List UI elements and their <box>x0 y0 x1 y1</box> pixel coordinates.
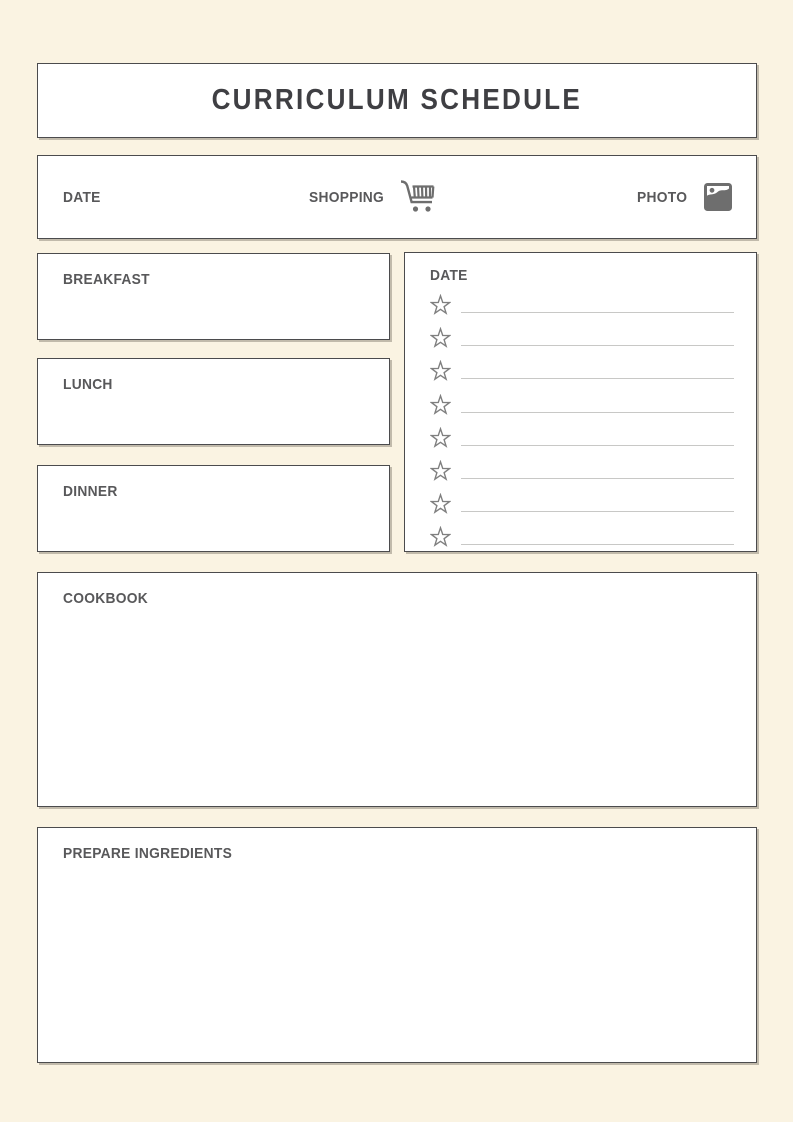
checklist-row <box>430 493 734 514</box>
checklist-row <box>430 526 734 547</box>
photo-group <box>637 183 732 211</box>
shopping-label: SHOPPING <box>309 188 385 206</box>
star-icon <box>430 394 451 415</box>
star-icon <box>430 427 451 448</box>
lunch-section <box>37 358 390 445</box>
title-box <box>37 63 757 138</box>
prepare-ingredients-label: PREPARE INGREDIENTS <box>63 845 233 862</box>
checklist-row <box>430 327 734 348</box>
cookbook-label: COOKBOOK <box>63 590 149 607</box>
shopping-cart-icon <box>399 177 437 214</box>
write-in-line <box>461 445 734 446</box>
checklist-rows <box>430 294 734 547</box>
star-icon <box>430 327 451 348</box>
breakfast-label: BREAKFAST <box>63 271 150 288</box>
dinner-label: DINNER <box>63 483 118 500</box>
star-icon <box>430 294 451 315</box>
star-icon <box>430 360 451 381</box>
date-label: DATE <box>63 188 101 206</box>
shopping-group <box>309 180 437 214</box>
write-in-line <box>461 478 734 479</box>
checklist-row <box>430 460 734 481</box>
checklist-row <box>430 394 734 415</box>
dinner-section <box>37 465 390 552</box>
checklist-row <box>430 294 734 315</box>
page-title: CURRICULUM SCHEDULE <box>211 84 583 116</box>
breakfast-section <box>37 253 390 340</box>
checklist-row <box>430 360 734 381</box>
write-in-line <box>461 412 734 413</box>
write-in-line <box>461 544 734 545</box>
date-panel-label: DATE <box>430 267 468 284</box>
checklist-row <box>430 427 734 448</box>
lunch-label: LUNCH <box>63 376 113 393</box>
write-in-line <box>461 378 734 379</box>
photo-icon <box>704 183 732 211</box>
write-in-line <box>461 345 734 346</box>
star-icon <box>430 460 451 481</box>
cookbook-section <box>37 572 757 807</box>
write-in-line <box>461 511 734 512</box>
star-icon <box>430 493 451 514</box>
info-bar <box>37 155 757 239</box>
date-checklist-panel <box>404 252 757 552</box>
write-in-line <box>461 312 734 313</box>
star-icon <box>430 526 451 547</box>
photo-label: PHOTO <box>637 188 688 206</box>
prepare-ingredients-section <box>37 827 757 1063</box>
